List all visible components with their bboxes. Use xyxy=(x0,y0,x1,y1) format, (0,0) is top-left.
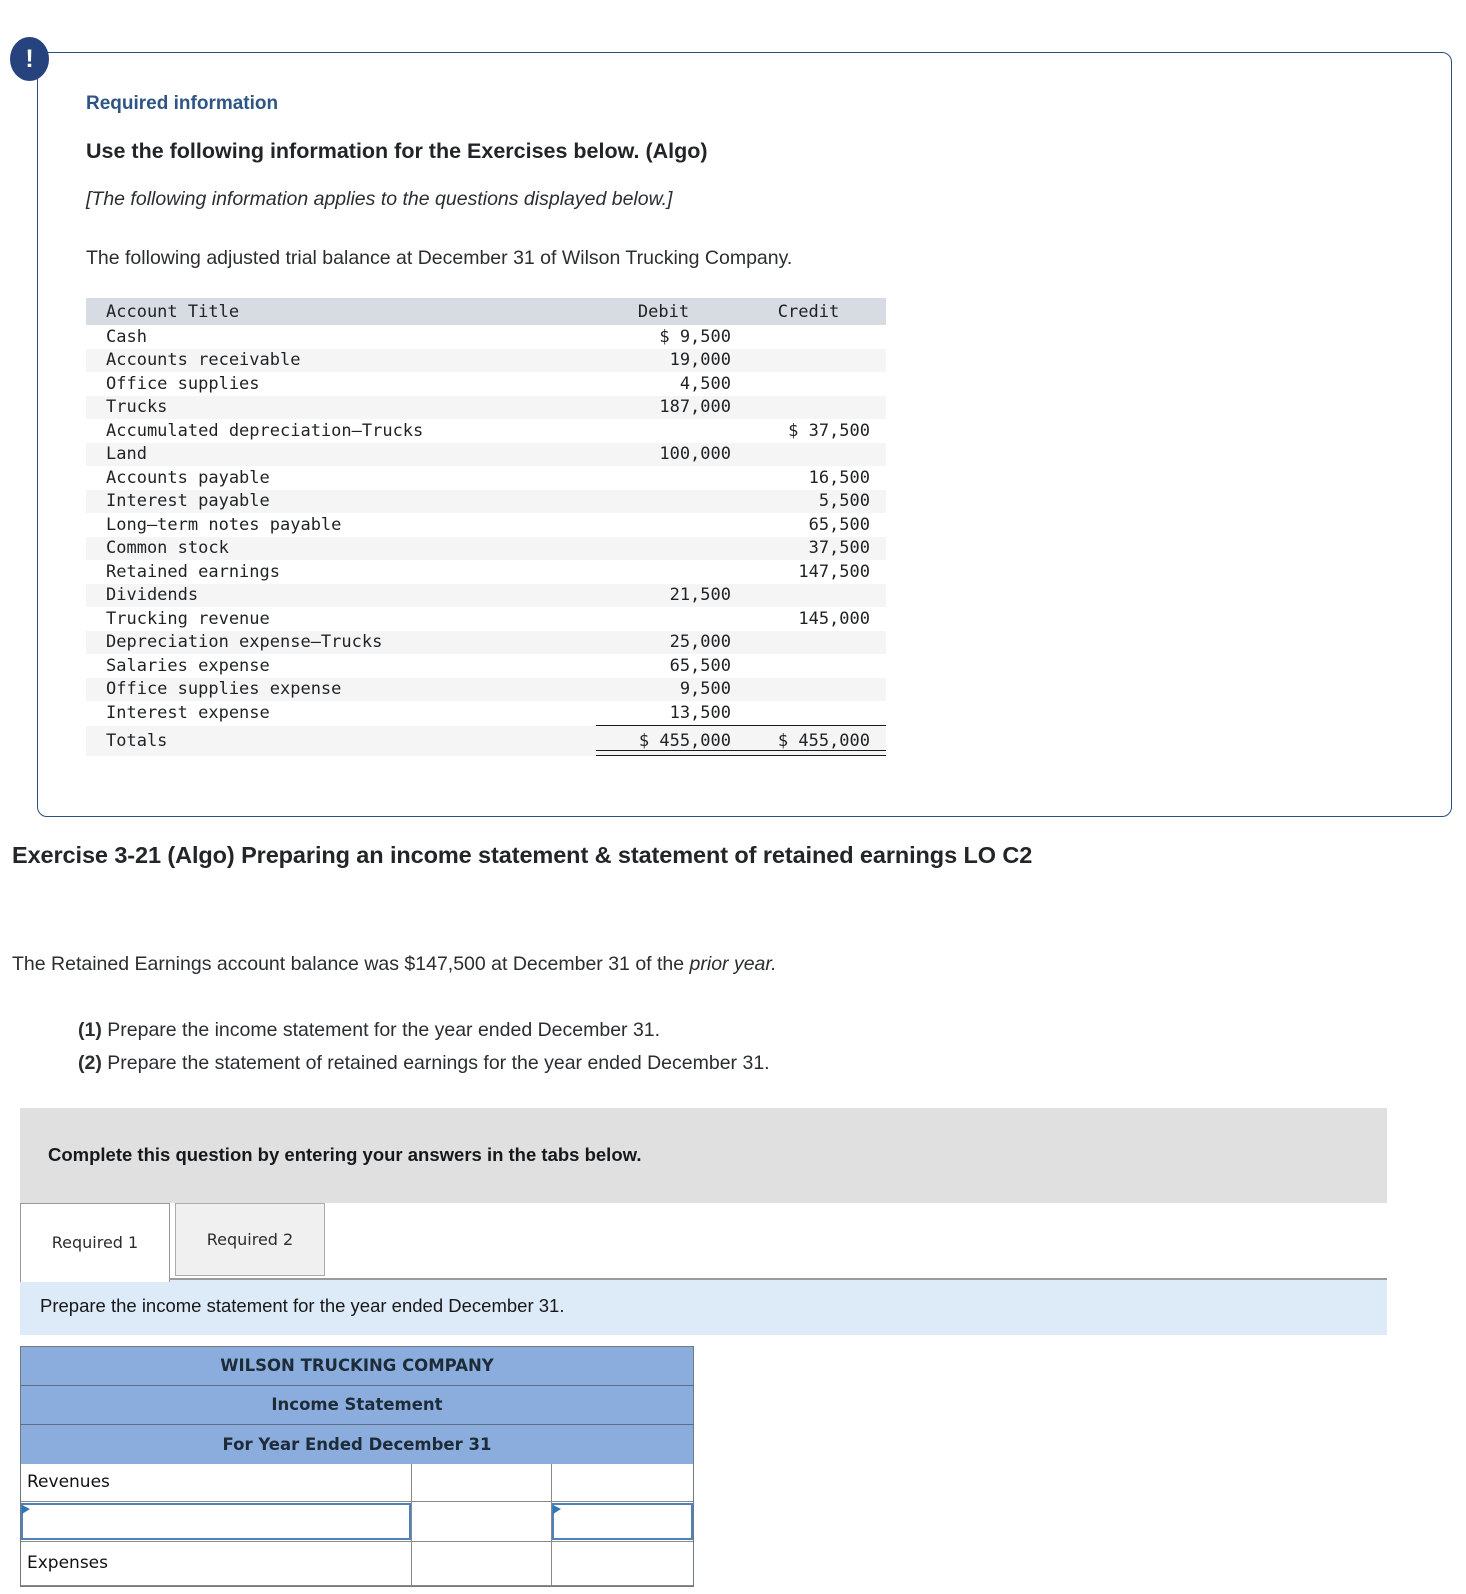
col-header-account-title: Account Title xyxy=(106,301,240,322)
task-item-2 xyxy=(78,1047,1466,1080)
trial-balance-intro: The following adjusted trial balance at December 31 of Wilson Trucking Company. xyxy=(86,247,793,269)
account-title-cell: Depreciation expense–Trucks xyxy=(106,632,383,653)
trial-balance-row xyxy=(86,396,886,420)
trial-balance-row xyxy=(86,654,886,678)
trial-balance-row xyxy=(86,443,886,467)
worksheet-section-label: Revenues xyxy=(27,1472,110,1492)
debit-cell: 25,000 xyxy=(669,632,731,653)
account-title-cell: Retained earnings xyxy=(106,561,280,582)
totals-label: Totals xyxy=(106,730,168,751)
account-title-cell: Trucks xyxy=(106,397,168,418)
debit-cell: 4,500 xyxy=(679,373,731,394)
required-information-box xyxy=(25,44,1452,817)
trial-balance-row xyxy=(86,325,886,349)
credit-cell: 65,500 xyxy=(808,514,870,535)
debit-cell: 9,500 xyxy=(679,679,731,700)
trial-balance-row xyxy=(86,490,886,514)
col-header-credit: Credit xyxy=(777,301,840,322)
exercise-group-title: Use the following information for the Exercises below. (Algo) xyxy=(86,139,708,163)
prompt-arrow-icon xyxy=(553,1505,561,1514)
debit-cell: 187,000 xyxy=(659,397,731,418)
trial-balance-row xyxy=(86,631,886,655)
trial-balance-table xyxy=(86,298,886,756)
credit-cell: 147,500 xyxy=(798,561,870,582)
exercise-heading: Exercise 3-21 (Algo) Preparing an income statement & statement of retained earnings LO C2 xyxy=(12,841,1033,868)
tab-prompt-band xyxy=(20,1278,1387,1335)
totals-debit: $ 455,000 xyxy=(638,730,731,751)
tab-required-1[interactable]: Required 1 xyxy=(20,1203,170,1282)
worksheet-cell-c3 xyxy=(552,1502,693,1542)
account-title-cell: Accumulated depreciation–Trucks xyxy=(106,420,424,441)
trial-balance-row xyxy=(86,537,886,561)
answer-input-amount[interactable] xyxy=(552,1503,693,1540)
trial-balance-rows xyxy=(86,325,886,725)
trial-balance-row xyxy=(86,584,886,608)
account-title-cell: Long–term notes payable xyxy=(106,514,342,535)
income-statement-worksheet xyxy=(20,1346,694,1587)
account-title-cell: Interest payable xyxy=(106,491,270,512)
credit-cell: 37,500 xyxy=(808,538,870,559)
worksheet-cell-c1 xyxy=(21,1502,412,1542)
account-title-cell: Land xyxy=(106,444,147,465)
task-1-text: Prepare the income statement for the year ended December 31. xyxy=(101,1018,661,1041)
worksheet-title-line-2: Income Statement xyxy=(21,1386,693,1425)
trial-balance-row xyxy=(86,678,886,702)
debit-cell: $ 9,500 xyxy=(659,326,731,347)
required-information-label: Required information xyxy=(86,93,279,114)
worksheet-cell-c2 xyxy=(412,1542,552,1586)
tab-prompt-text: Prepare the income statement for the year ended December 31. xyxy=(40,1294,565,1316)
account-title-cell: Salaries expense xyxy=(106,655,270,676)
worksheet-cell-c1 xyxy=(21,1464,412,1502)
complete-question-banner xyxy=(20,1108,1387,1203)
task-2-text: Prepare the statement of retained earnings for the year ended December 31. xyxy=(101,1051,770,1074)
complete-question-text: Complete this question by entering your answers in the tabs below. xyxy=(48,1143,642,1165)
retained-earnings-sentence xyxy=(12,953,1466,976)
worksheet-cell-c2 xyxy=(412,1502,552,1542)
account-title-cell: Cash xyxy=(106,326,147,347)
tab-required-2[interactable]: Required 2 xyxy=(175,1203,325,1276)
worksheet-section-row xyxy=(21,1464,693,1502)
trial-balance-row xyxy=(86,466,886,490)
worksheet-cell-c1 xyxy=(21,1542,412,1586)
trial-balance-row xyxy=(86,372,886,396)
trial-balance-row xyxy=(86,419,886,443)
trial-balance-row xyxy=(86,349,886,373)
prompt-arrow-icon xyxy=(22,1505,30,1514)
account-title-cell: Office supplies xyxy=(106,373,260,394)
account-title-cell: Office supplies expense xyxy=(106,679,342,700)
account-title-cell: Trucking revenue xyxy=(106,608,270,629)
debit-cell: 13,500 xyxy=(669,702,731,723)
alert-icon: ! xyxy=(10,37,49,81)
worksheet-title-line-3: For Year Ended December 31 xyxy=(21,1425,693,1464)
trial-balance-totals-row xyxy=(86,726,886,756)
credit-cell: 5,500 xyxy=(818,491,870,512)
task-item-1 xyxy=(78,1014,1466,1047)
account-title-cell: Dividends xyxy=(106,585,199,606)
task-1-number: (1) xyxy=(78,1018,102,1041)
credit-cell: 145,000 xyxy=(798,608,870,629)
col-header-debit: Debit xyxy=(637,301,690,322)
task-2-number: (2) xyxy=(78,1051,102,1074)
trial-balance-row xyxy=(86,560,886,584)
account-title-cell: Interest expense xyxy=(106,702,270,723)
applies-note: [The following information applies to the questions displayed below.] xyxy=(86,188,673,210)
debit-cell: 65,500 xyxy=(669,655,731,676)
trial-balance-row xyxy=(86,607,886,631)
worksheet-title-line-1: WILSON TRUCKING COMPANY xyxy=(21,1347,693,1386)
trial-balance-row xyxy=(86,513,886,537)
worksheet-cell-c3 xyxy=(552,1542,693,1586)
credit-cell: $ 37,500 xyxy=(788,420,870,441)
trial-balance-header-row xyxy=(86,298,886,325)
trial-balance-row xyxy=(86,701,886,725)
task-list xyxy=(78,1014,1466,1080)
credit-cell: 16,500 xyxy=(808,467,870,488)
worksheet-section-label: Expenses xyxy=(27,1553,108,1573)
retained-sentence-italic: prior year. xyxy=(689,952,777,975)
totals-credit: $ 455,000 xyxy=(777,730,870,751)
answer-input-description[interactable] xyxy=(21,1503,411,1540)
worksheet-section-row xyxy=(21,1542,693,1586)
debit-cell: 21,500 xyxy=(669,585,731,606)
debit-cell: 100,000 xyxy=(659,444,731,465)
worksheet-input-row xyxy=(21,1502,693,1542)
tab-strip xyxy=(20,1203,1466,1278)
account-title-cell: Common stock xyxy=(106,538,229,559)
worksheet-cell-c3 xyxy=(552,1464,693,1502)
totals-double-underline xyxy=(596,750,886,756)
retained-sentence-text: The Retained Earnings account balance was $147,500 at December 31 of the xyxy=(12,952,690,975)
debit-cell: 19,000 xyxy=(669,350,731,371)
worksheet-cell-c2 xyxy=(412,1464,552,1502)
account-title-cell: Accounts payable xyxy=(106,467,270,488)
worksheet-title-rows xyxy=(21,1347,693,1464)
worksheet-body xyxy=(21,1464,693,1586)
account-title-cell: Accounts receivable xyxy=(106,350,301,371)
